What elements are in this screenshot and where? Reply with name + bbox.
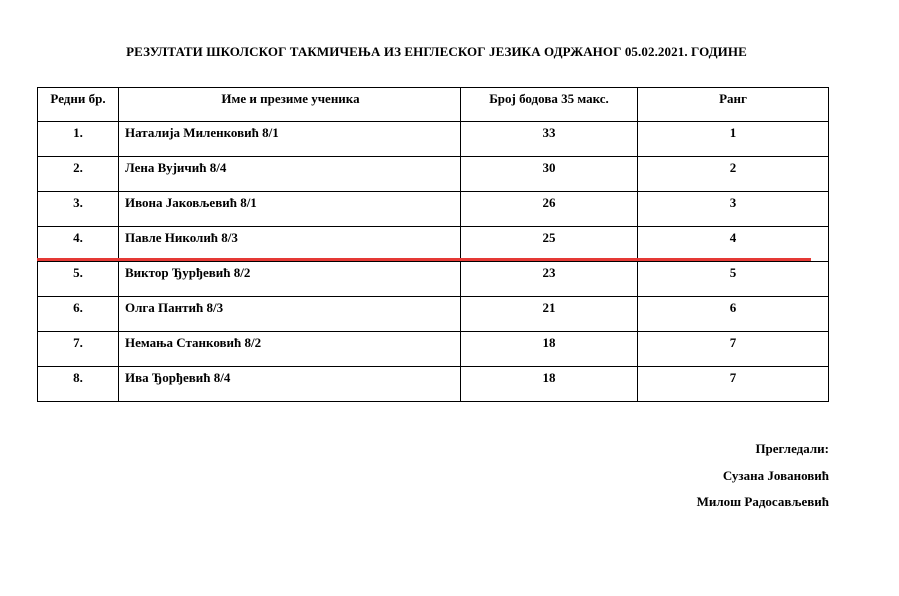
row-rank: 5 <box>638 262 829 297</box>
reviewer-name: Милош Радосављевић <box>696 494 829 509</box>
row-ordinal: 5. <box>38 262 119 297</box>
row-rank: 7 <box>638 332 829 367</box>
header-student-name: Име и презиме ученика <box>119 88 461 122</box>
table-row <box>38 262 829 297</box>
header-points: Број бодова 35 макс. <box>461 88 638 122</box>
row-rank: 3 <box>638 192 829 227</box>
header-rank: Ранг <box>638 88 829 122</box>
row-student-name: Павле Николић 8/3 <box>119 227 461 262</box>
row-student-name: Ива Ђорђевић 8/4 <box>119 367 461 402</box>
table-row <box>38 332 829 367</box>
table-header-row <box>38 88 829 122</box>
row-student-name: Виктор Ђурђевић 8/2 <box>119 262 461 297</box>
table-row <box>38 227 829 262</box>
row-rank: 4 <box>638 227 829 262</box>
reviewer-name: Сузана Јовановић <box>722 468 829 483</box>
row-ordinal: 7. <box>38 332 119 367</box>
table-row <box>38 122 829 157</box>
row-rank: 2 <box>638 157 829 192</box>
row-ordinal: 8. <box>38 367 119 402</box>
row-ordinal: 1. <box>38 122 119 157</box>
table-row <box>38 297 829 332</box>
reviewers-label: Прегледали: <box>755 441 829 456</box>
row-points: 25 <box>461 227 638 262</box>
row-ordinal: 6. <box>38 297 119 332</box>
row-points: 21 <box>461 297 638 332</box>
red-divider-line <box>37 258 811 261</box>
table-row <box>38 367 829 402</box>
header-ordinal: Редни бр. <box>38 88 119 122</box>
row-rank: 6 <box>638 297 829 332</box>
row-student-name: Лена Вујичић 8/4 <box>119 157 461 192</box>
row-rank: 1 <box>638 122 829 157</box>
row-points: 26 <box>461 192 638 227</box>
row-student-name: Ивона Јаковљевић 8/1 <box>119 192 461 227</box>
row-points: 23 <box>461 262 638 297</box>
document-title: РЕЗУЛТАТИ ШКОЛСКОГ ТАКМИЧЕЊА ИЗ ЕНГЛЕСКОГ ЈЕЗИКА ОДРЖАНОГ 05.02.2021. ГОДИНЕ <box>126 44 747 59</box>
row-points: 30 <box>461 157 638 192</box>
row-points: 18 <box>461 367 638 402</box>
row-rank: 7 <box>638 367 829 402</box>
results-table <box>37 87 829 402</box>
row-ordinal: 4. <box>38 227 119 262</box>
row-student-name: Олга Пантић 8/3 <box>119 297 461 332</box>
row-ordinal: 3. <box>38 192 119 227</box>
row-student-name: Наталија Миленковић 8/1 <box>119 122 461 157</box>
row-ordinal: 2. <box>38 157 119 192</box>
row-points: 18 <box>461 332 638 367</box>
table-row <box>38 157 829 192</box>
row-points: 33 <box>461 122 638 157</box>
row-student-name: Немања Станковић 8/2 <box>119 332 461 367</box>
table-row <box>38 192 829 227</box>
